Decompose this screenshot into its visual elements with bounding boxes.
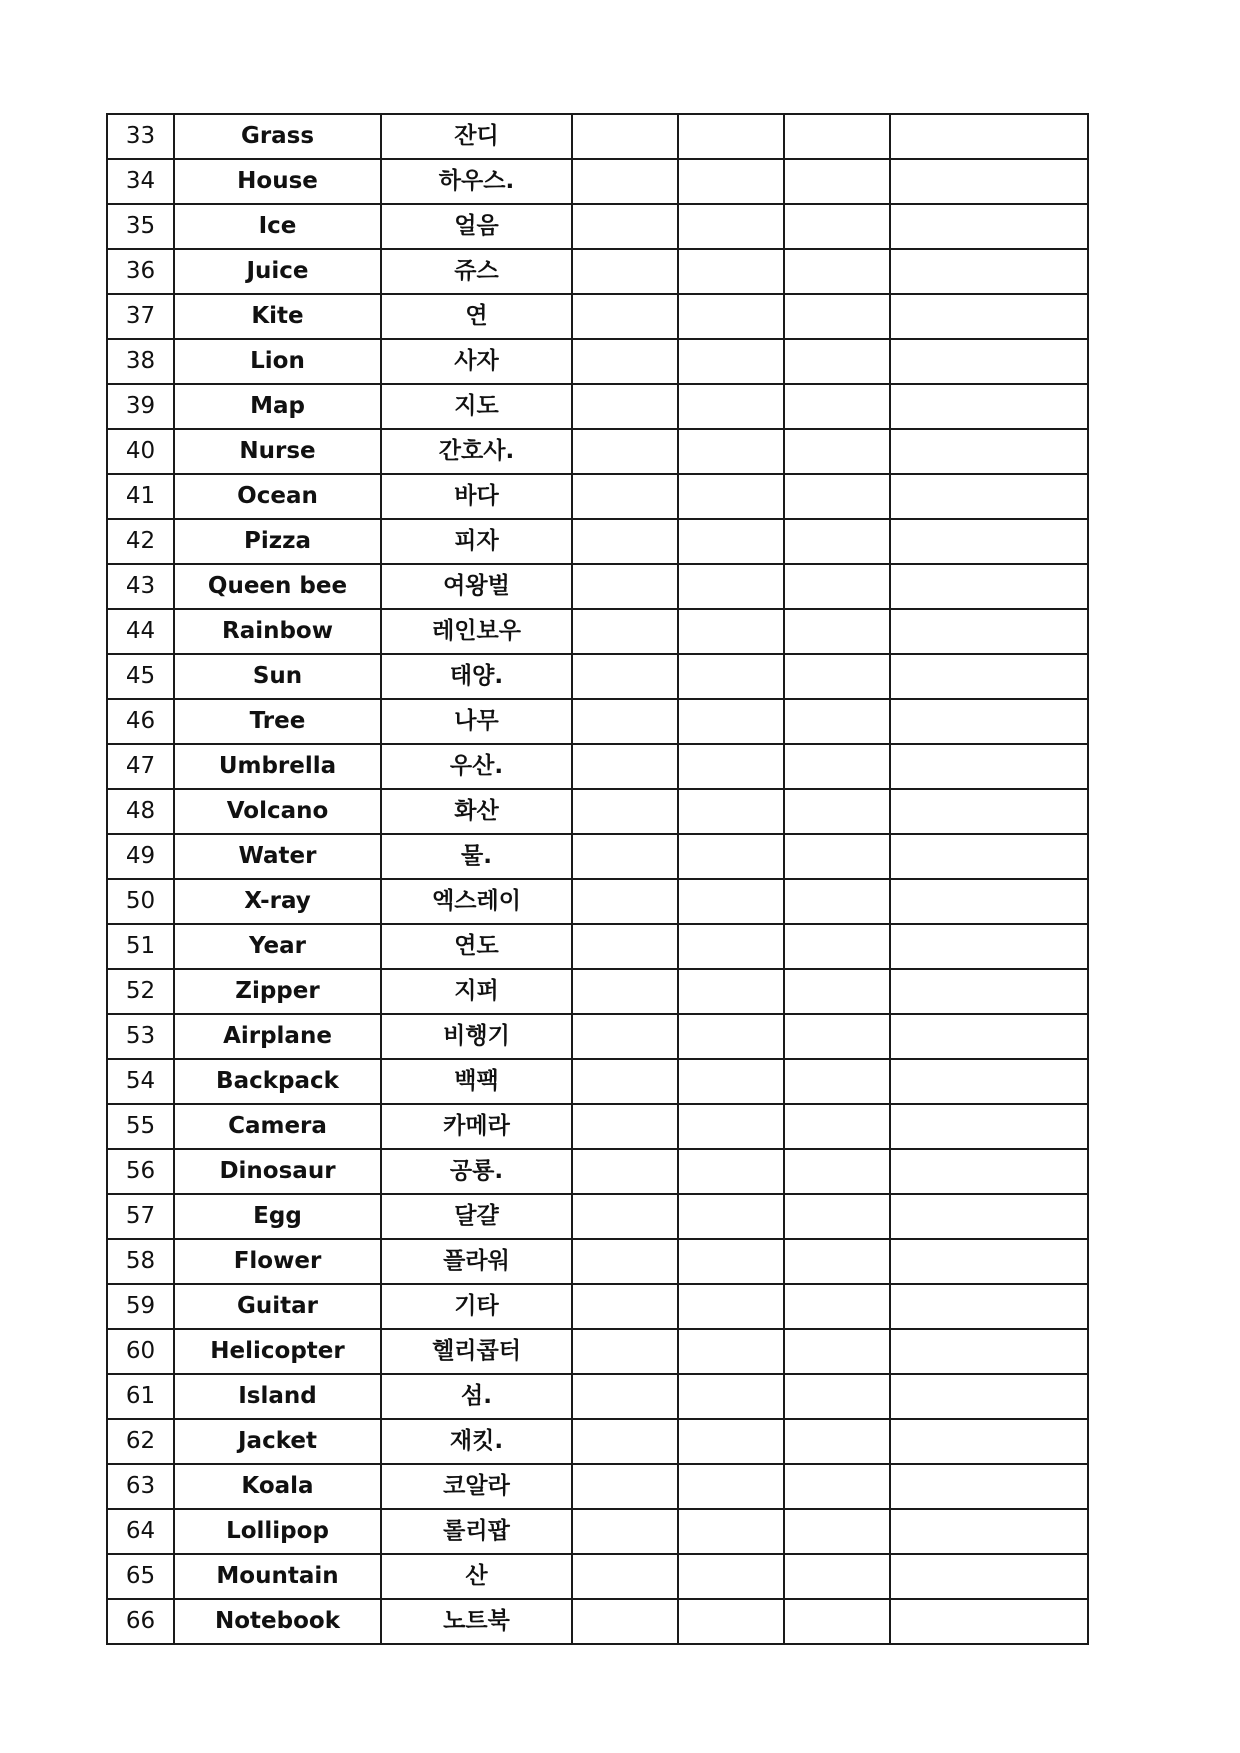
- row-number-cell: 42: [107, 519, 174, 564]
- blank-answer-cell-1: [572, 789, 678, 834]
- table-row: [107, 474, 1088, 519]
- blank-answer-cell-1: [572, 204, 678, 249]
- blank-answer-cell-2: [678, 294, 784, 339]
- blank-answer-cell-1: [572, 1149, 678, 1194]
- row-number-cell: 63: [107, 1464, 174, 1509]
- row-number-cell: 47: [107, 744, 174, 789]
- table-row: [107, 1284, 1088, 1329]
- korean-word-cell: 백팩: [381, 1059, 572, 1104]
- blank-answer-cell-3: [784, 339, 890, 384]
- table-row: [107, 654, 1088, 699]
- blank-answer-cell-1: [572, 294, 678, 339]
- english-word-cell: Egg: [174, 1194, 381, 1239]
- blank-answer-cell-4: [890, 384, 1088, 429]
- row-number-cell: 35: [107, 204, 174, 249]
- blank-answer-cell-3: [784, 744, 890, 789]
- blank-answer-cell-1: [572, 429, 678, 474]
- blank-answer-cell-2: [678, 384, 784, 429]
- blank-answer-cell-3: [784, 834, 890, 879]
- blank-answer-cell-4: [890, 564, 1088, 609]
- blank-answer-cell-1: [572, 1104, 678, 1149]
- korean-word-cell: 엑스레이: [381, 879, 572, 924]
- table-row: [107, 744, 1088, 789]
- blank-answer-cell-3: [784, 1374, 890, 1419]
- blank-answer-cell-2: [678, 1419, 784, 1464]
- korean-word-cell: 산: [381, 1554, 572, 1599]
- blank-answer-cell-3: [784, 474, 890, 519]
- blank-answer-cell-4: [890, 1014, 1088, 1059]
- blank-answer-cell-1: [572, 924, 678, 969]
- korean-word-cell: 사자: [381, 339, 572, 384]
- blank-answer-cell-1: [572, 1014, 678, 1059]
- blank-answer-cell-3: [784, 564, 890, 609]
- table-row: [107, 384, 1088, 429]
- table-row: [107, 1104, 1088, 1149]
- blank-answer-cell-1: [572, 159, 678, 204]
- blank-answer-cell-3: [784, 204, 890, 249]
- row-number-cell: 59: [107, 1284, 174, 1329]
- blank-answer-cell-4: [890, 519, 1088, 564]
- blank-answer-cell-1: [572, 969, 678, 1014]
- blank-answer-cell-1: [572, 1419, 678, 1464]
- korean-word-cell: 코알라: [381, 1464, 572, 1509]
- english-word-cell: Lion: [174, 339, 381, 384]
- korean-word-cell: 간호사.: [381, 429, 572, 474]
- english-word-cell: Mountain: [174, 1554, 381, 1599]
- blank-answer-cell-2: [678, 879, 784, 924]
- blank-answer-cell-1: [572, 699, 678, 744]
- blank-answer-cell-1: [572, 384, 678, 429]
- table-row: [107, 429, 1088, 474]
- blank-answer-cell-4: [890, 294, 1088, 339]
- row-number-cell: 44: [107, 609, 174, 654]
- blank-answer-cell-4: [890, 789, 1088, 834]
- korean-word-cell: 재킷.: [381, 1419, 572, 1464]
- blank-answer-cell-4: [890, 1554, 1088, 1599]
- blank-answer-cell-4: [890, 1329, 1088, 1374]
- blank-answer-cell-4: [890, 1149, 1088, 1194]
- row-number-cell: 46: [107, 699, 174, 744]
- english-word-cell: Ice: [174, 204, 381, 249]
- blank-answer-cell-3: [784, 879, 890, 924]
- blank-answer-cell-2: [678, 969, 784, 1014]
- blank-answer-cell-2: [678, 1194, 784, 1239]
- blank-answer-cell-3: [784, 1059, 890, 1104]
- table-row: [107, 114, 1088, 159]
- blank-answer-cell-3: [784, 384, 890, 429]
- row-number-cell: 65: [107, 1554, 174, 1599]
- blank-answer-cell-2: [678, 1104, 784, 1149]
- korean-word-cell: 여왕벌: [381, 564, 572, 609]
- row-number-cell: 66: [107, 1599, 174, 1644]
- blank-answer-cell-4: [890, 1284, 1088, 1329]
- english-word-cell: Juice: [174, 249, 381, 294]
- row-number-cell: 45: [107, 654, 174, 699]
- english-word-cell: Notebook: [174, 1599, 381, 1644]
- row-number-cell: 52: [107, 969, 174, 1014]
- blank-answer-cell-3: [784, 1509, 890, 1554]
- blank-answer-cell-1: [572, 474, 678, 519]
- row-number-cell: 62: [107, 1419, 174, 1464]
- blank-answer-cell-2: [678, 564, 784, 609]
- blank-answer-cell-2: [678, 699, 784, 744]
- blank-answer-cell-2: [678, 1149, 784, 1194]
- blank-answer-cell-4: [890, 1419, 1088, 1464]
- blank-answer-cell-4: [890, 1194, 1088, 1239]
- table-row: [107, 204, 1088, 249]
- blank-answer-cell-3: [784, 1599, 890, 1644]
- blank-answer-cell-2: [678, 204, 784, 249]
- korean-word-cell: 연: [381, 294, 572, 339]
- row-number-cell: 50: [107, 879, 174, 924]
- korean-word-cell: 기타: [381, 1284, 572, 1329]
- row-number-cell: 37: [107, 294, 174, 339]
- blank-answer-cell-4: [890, 699, 1088, 744]
- row-number-cell: 53: [107, 1014, 174, 1059]
- korean-word-cell: 레인보우: [381, 609, 572, 654]
- table-row: [107, 564, 1088, 609]
- blank-answer-cell-4: [890, 969, 1088, 1014]
- blank-answer-cell-4: [890, 1509, 1088, 1554]
- table-row: [107, 159, 1088, 204]
- blank-answer-cell-3: [784, 1284, 890, 1329]
- english-word-cell: Rainbow: [174, 609, 381, 654]
- blank-answer-cell-3: [784, 114, 890, 159]
- korean-word-cell: 헬리콥터: [381, 1329, 572, 1374]
- blank-answer-cell-3: [784, 1329, 890, 1374]
- blank-answer-cell-4: [890, 114, 1088, 159]
- korean-word-cell: 잔디: [381, 114, 572, 159]
- blank-answer-cell-3: [784, 294, 890, 339]
- table-row: [107, 249, 1088, 294]
- table-row: [107, 1419, 1088, 1464]
- table-row: [107, 609, 1088, 654]
- row-number-cell: 39: [107, 384, 174, 429]
- row-number-cell: 33: [107, 114, 174, 159]
- english-word-cell: Year: [174, 924, 381, 969]
- blank-answer-cell-2: [678, 744, 784, 789]
- row-number-cell: 51: [107, 924, 174, 969]
- row-number-cell: 38: [107, 339, 174, 384]
- korean-word-cell: 섬.: [381, 1374, 572, 1419]
- table-row: [107, 969, 1088, 1014]
- blank-answer-cell-1: [572, 1599, 678, 1644]
- blank-answer-cell-1: [572, 1059, 678, 1104]
- korean-word-cell: 바다: [381, 474, 572, 519]
- table-row: [107, 294, 1088, 339]
- table-row: [107, 879, 1088, 924]
- blank-answer-cell-1: [572, 1464, 678, 1509]
- blank-answer-cell-2: [678, 1554, 784, 1599]
- korean-word-cell: 화산: [381, 789, 572, 834]
- korean-word-cell: 나무: [381, 699, 572, 744]
- row-number-cell: 48: [107, 789, 174, 834]
- blank-answer-cell-4: [890, 159, 1088, 204]
- blank-answer-cell-1: [572, 114, 678, 159]
- blank-answer-cell-2: [678, 1014, 784, 1059]
- blank-answer-cell-3: [784, 1104, 890, 1149]
- blank-answer-cell-3: [784, 1239, 890, 1284]
- blank-answer-cell-2: [678, 1284, 784, 1329]
- english-word-cell: Pizza: [174, 519, 381, 564]
- korean-word-cell: 얼음: [381, 204, 572, 249]
- table-row: [107, 834, 1088, 879]
- english-word-cell: Volcano: [174, 789, 381, 834]
- row-number-cell: 36: [107, 249, 174, 294]
- blank-answer-cell-2: [678, 339, 784, 384]
- row-number-cell: 34: [107, 159, 174, 204]
- table-row: [107, 1194, 1088, 1239]
- table-row: [107, 1329, 1088, 1374]
- english-word-cell: House: [174, 159, 381, 204]
- blank-answer-cell-1: [572, 879, 678, 924]
- blank-answer-cell-3: [784, 429, 890, 474]
- table-row: [107, 339, 1088, 384]
- blank-answer-cell-3: [784, 1194, 890, 1239]
- blank-answer-cell-4: [890, 1599, 1088, 1644]
- row-number-cell: 57: [107, 1194, 174, 1239]
- blank-answer-cell-4: [890, 249, 1088, 294]
- blank-answer-cell-4: [890, 474, 1088, 519]
- korean-word-cell: 노트북: [381, 1599, 572, 1644]
- korean-word-cell: 태양.: [381, 654, 572, 699]
- blank-answer-cell-1: [572, 1194, 678, 1239]
- row-number-cell: 54: [107, 1059, 174, 1104]
- english-word-cell: Dinosaur: [174, 1149, 381, 1194]
- english-word-cell: Zipper: [174, 969, 381, 1014]
- blank-answer-cell-4: [890, 204, 1088, 249]
- row-number-cell: 61: [107, 1374, 174, 1419]
- blank-answer-cell-3: [784, 924, 890, 969]
- vocabulary-table: [106, 113, 1089, 1645]
- row-number-cell: 64: [107, 1509, 174, 1554]
- korean-word-cell: 공룡.: [381, 1149, 572, 1194]
- blank-answer-cell-2: [678, 1239, 784, 1284]
- table-row: [107, 924, 1088, 969]
- blank-answer-cell-1: [572, 1374, 678, 1419]
- korean-word-cell: 카메라: [381, 1104, 572, 1149]
- english-word-cell: Grass: [174, 114, 381, 159]
- korean-word-cell: 달걀: [381, 1194, 572, 1239]
- blank-answer-cell-2: [678, 1329, 784, 1374]
- blank-answer-cell-3: [784, 1014, 890, 1059]
- blank-answer-cell-1: [572, 1554, 678, 1599]
- blank-answer-cell-3: [784, 1554, 890, 1599]
- blank-answer-cell-2: [678, 1059, 784, 1104]
- blank-answer-cell-4: [890, 879, 1088, 924]
- blank-answer-cell-1: [572, 609, 678, 654]
- blank-answer-cell-1: [572, 654, 678, 699]
- table-row: [107, 1374, 1088, 1419]
- table-row: [107, 1239, 1088, 1284]
- english-word-cell: Airplane: [174, 1014, 381, 1059]
- blank-answer-cell-4: [890, 1104, 1088, 1149]
- blank-answer-cell-4: [890, 1464, 1088, 1509]
- row-number-cell: 55: [107, 1104, 174, 1149]
- blank-answer-cell-3: [784, 1464, 890, 1509]
- english-word-cell: Map: [174, 384, 381, 429]
- blank-answer-cell-3: [784, 609, 890, 654]
- blank-answer-cell-1: [572, 1239, 678, 1284]
- table-row: [107, 789, 1088, 834]
- korean-word-cell: 플라워: [381, 1239, 572, 1284]
- blank-answer-cell-4: [890, 924, 1088, 969]
- table-row: [107, 1149, 1088, 1194]
- blank-answer-cell-2: [678, 429, 784, 474]
- blank-answer-cell-3: [784, 159, 890, 204]
- blank-answer-cell-3: [784, 1149, 890, 1194]
- blank-answer-cell-1: [572, 249, 678, 294]
- blank-answer-cell-1: [572, 519, 678, 564]
- blank-answer-cell-2: [678, 789, 784, 834]
- korean-word-cell: 지도: [381, 384, 572, 429]
- row-number-cell: 49: [107, 834, 174, 879]
- english-word-cell: Backpack: [174, 1059, 381, 1104]
- english-word-cell: X-ray: [174, 879, 381, 924]
- blank-answer-cell-4: [890, 1374, 1088, 1419]
- korean-word-cell: 물.: [381, 834, 572, 879]
- table-row: [107, 1509, 1088, 1554]
- blank-answer-cell-1: [572, 834, 678, 879]
- korean-word-cell: 우산.: [381, 744, 572, 789]
- korean-word-cell: 연도: [381, 924, 572, 969]
- blank-answer-cell-3: [784, 1419, 890, 1464]
- vocabulary-table-body: [107, 114, 1088, 1644]
- blank-answer-cell-2: [678, 609, 784, 654]
- table-row: [107, 1464, 1088, 1509]
- row-number-cell: 58: [107, 1239, 174, 1284]
- blank-answer-cell-1: [572, 1284, 678, 1329]
- blank-answer-cell-4: [890, 1239, 1088, 1284]
- english-word-cell: Tree: [174, 699, 381, 744]
- english-word-cell: Koala: [174, 1464, 381, 1509]
- blank-answer-cell-1: [572, 744, 678, 789]
- blank-answer-cell-2: [678, 1374, 784, 1419]
- row-number-cell: 43: [107, 564, 174, 609]
- blank-answer-cell-1: [572, 339, 678, 384]
- korean-word-cell: 롤리팝: [381, 1509, 572, 1554]
- english-word-cell: Nurse: [174, 429, 381, 474]
- blank-answer-cell-2: [678, 114, 784, 159]
- blank-answer-cell-2: [678, 654, 784, 699]
- blank-answer-cell-4: [890, 429, 1088, 474]
- blank-answer-cell-4: [890, 1059, 1088, 1104]
- table-row: [107, 1059, 1088, 1104]
- blank-answer-cell-4: [890, 744, 1088, 789]
- blank-answer-cell-2: [678, 159, 784, 204]
- blank-answer-cell-2: [678, 249, 784, 294]
- row-number-cell: 60: [107, 1329, 174, 1374]
- table-row: [107, 1014, 1088, 1059]
- korean-word-cell: 비행기: [381, 1014, 572, 1059]
- english-word-cell: Jacket: [174, 1419, 381, 1464]
- blank-answer-cell-2: [678, 1599, 784, 1644]
- english-word-cell: Lollipop: [174, 1509, 381, 1554]
- blank-answer-cell-1: [572, 564, 678, 609]
- english-word-cell: Water: [174, 834, 381, 879]
- blank-answer-cell-1: [572, 1509, 678, 1554]
- blank-answer-cell-4: [890, 339, 1088, 384]
- blank-answer-cell-3: [784, 519, 890, 564]
- blank-answer-cell-4: [890, 834, 1088, 879]
- blank-answer-cell-3: [784, 249, 890, 294]
- blank-answer-cell-1: [572, 1329, 678, 1374]
- korean-word-cell: 하우스.: [381, 159, 572, 204]
- row-number-cell: 41: [107, 474, 174, 519]
- english-word-cell: Umbrella: [174, 744, 381, 789]
- blank-answer-cell-2: [678, 924, 784, 969]
- english-word-cell: Ocean: [174, 474, 381, 519]
- blank-answer-cell-2: [678, 1464, 784, 1509]
- blank-answer-cell-3: [784, 969, 890, 1014]
- blank-answer-cell-2: [678, 474, 784, 519]
- blank-answer-cell-3: [784, 699, 890, 744]
- row-number-cell: 56: [107, 1149, 174, 1194]
- table-row: [107, 1599, 1088, 1644]
- blank-answer-cell-4: [890, 654, 1088, 699]
- table-row: [107, 699, 1088, 744]
- korean-word-cell: 피자: [381, 519, 572, 564]
- english-word-cell: Flower: [174, 1239, 381, 1284]
- english-word-cell: Island: [174, 1374, 381, 1419]
- blank-answer-cell-4: [890, 609, 1088, 654]
- table-row: [107, 519, 1088, 564]
- korean-word-cell: 쥬스: [381, 249, 572, 294]
- english-word-cell: Kite: [174, 294, 381, 339]
- english-word-cell: Queen bee: [174, 564, 381, 609]
- table-row: [107, 1554, 1088, 1599]
- english-word-cell: Sun: [174, 654, 381, 699]
- blank-answer-cell-3: [784, 789, 890, 834]
- english-word-cell: Camera: [174, 1104, 381, 1149]
- english-word-cell: Guitar: [174, 1284, 381, 1329]
- english-word-cell: Helicopter: [174, 1329, 381, 1374]
- korean-word-cell: 지퍼: [381, 969, 572, 1014]
- blank-answer-cell-2: [678, 834, 784, 879]
- blank-answer-cell-2: [678, 519, 784, 564]
- blank-answer-cell-3: [784, 654, 890, 699]
- row-number-cell: 40: [107, 429, 174, 474]
- blank-answer-cell-2: [678, 1509, 784, 1554]
